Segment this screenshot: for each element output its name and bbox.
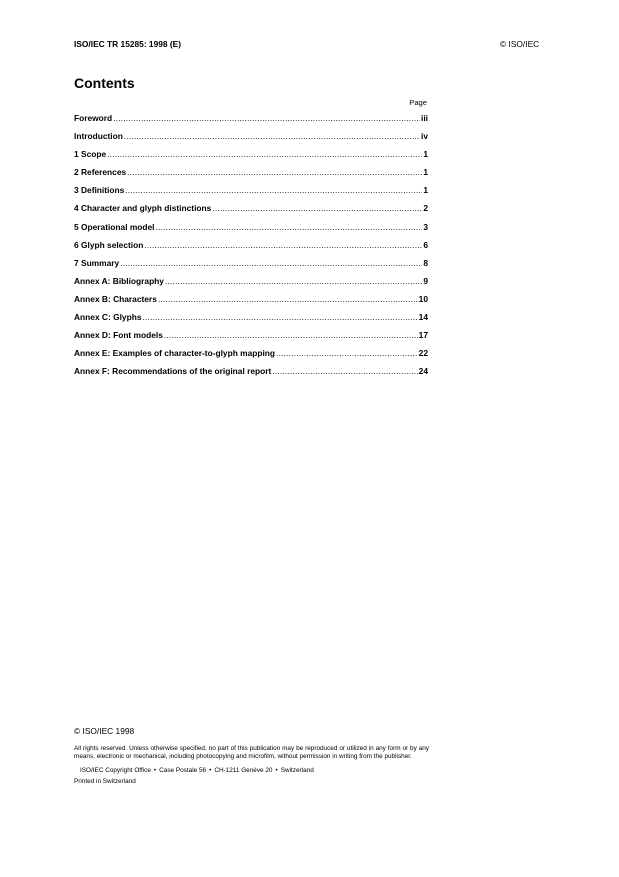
toc-entry-page: iv [421, 131, 428, 142]
toc-entry-annex-e[interactable] [74, 348, 428, 366]
toc-entry-operational-model[interactable] [74, 222, 428, 240]
toc-entry-foreword[interactable] [74, 113, 428, 131]
dot-leader [107, 149, 422, 159]
toc-entry-page: 1 [423, 167, 428, 178]
dot-leader [124, 131, 420, 141]
toc-entry-annex-c[interactable] [74, 312, 428, 330]
toc-entry-annex-d[interactable] [74, 330, 428, 348]
dot-leader [212, 203, 422, 213]
dot-leader [125, 185, 422, 195]
toc-entry-title: 1 Scope [74, 149, 107, 160]
toc-entry-scope[interactable] [74, 149, 428, 167]
dot-leader [127, 167, 422, 177]
office-name: ISO/IEC Copyright Office [80, 766, 151, 774]
toc-entry-page: 9 [423, 275, 428, 286]
office-city: CH-1211 Genève 20 [214, 766, 273, 774]
toc-entry-page: 1 [423, 185, 428, 196]
toc-entry-page: 14 [418, 312, 428, 323]
dot-leader [165, 276, 422, 286]
copyright-notice [74, 726, 429, 787]
toc-entry-annex-f[interactable] [74, 366, 428, 384]
dot-leader [144, 240, 422, 250]
toc-entry-character-glyph-distinctions[interactable] [74, 203, 428, 221]
toc-entry-page: 8 [423, 257, 428, 268]
toc-entry-title: Annex F: Recommendations of the original report [74, 366, 272, 377]
toc-entry-introduction[interactable] [74, 131, 428, 149]
header-copyright: © ISO/IEC [500, 39, 540, 49]
toc-entry-page: 2 [423, 203, 428, 214]
toc-entry-page: iii [421, 113, 428, 123]
toc-entry-title: Annex B: Characters [74, 293, 157, 304]
toc-entry-glyph-selection[interactable] [74, 240, 428, 258]
dot-leader [272, 366, 417, 376]
rights-statement: All rights reserved. Unless otherwise specified, no part of this publication may be reproduced or utilized in any form or by any means, electronic or mechanical, including photocopying and microfilm, without permission in writing from the publisher. [74, 745, 429, 761]
toc-entry-definitions[interactable] [74, 185, 428, 203]
dot-leader [164, 330, 418, 340]
toc-entry-title: Foreword [74, 113, 113, 123]
bullet-separator: • [153, 766, 157, 774]
toc-entry-title: Annex D: Font models [74, 330, 163, 341]
toc-entry-title: Annex C: Glyphs [74, 312, 142, 323]
toc-entry-title: 4 Character and glyph distinctions [74, 203, 212, 214]
toc-entry-title: 3 Definitions [74, 185, 125, 196]
document-id: ISO/IEC TR 15285: 1998 (E) [74, 39, 182, 49]
toc-entry-title: 6 Glyph selection [74, 239, 144, 250]
dot-leader [276, 348, 418, 358]
toc-entry-annex-a[interactable] [74, 276, 428, 294]
toc-entry-title: 7 Summary [74, 257, 120, 268]
toc-entry-title: Annex A: Bibliography [74, 275, 164, 286]
copyright-office-address [74, 767, 429, 775]
toc-entry-summary[interactable] [74, 258, 428, 276]
copyright-year: © ISO/IEC 1998 [74, 726, 135, 736]
page-column-label: Page [409, 98, 427, 107]
toc-entry-title: Introduction [74, 131, 123, 142]
toc-entry-title: Annex E: Examples of character-to-glyph mapping [74, 348, 276, 359]
dot-leader [113, 113, 420, 123]
toc-entry-references[interactable] [74, 167, 428, 185]
dot-leader [142, 312, 417, 322]
office-postal-box: Case Postale 56 [159, 766, 207, 774]
printed-in: Printed in Switzerland [74, 778, 136, 786]
toc-entry-page: 10 [418, 293, 428, 304]
bullet-separator: • [209, 766, 212, 774]
toc-entry-title: 5 Operational model [74, 221, 155, 232]
toc-entry-page: 24 [418, 366, 428, 377]
toc-entry-annex-b[interactable] [74, 294, 428, 312]
dot-leader [120, 258, 422, 268]
toc-entry-page: 1 [423, 149, 428, 160]
bullet-separator: • [275, 766, 278, 774]
contents-heading: Contents [74, 75, 135, 91]
table-of-contents [74, 113, 428, 384]
toc-entry-title: 2 References [74, 167, 127, 178]
dot-leader [158, 294, 418, 304]
toc-entry-page: 6 [423, 239, 428, 250]
toc-entry-page: 17 [418, 330, 428, 341]
office-country: Switzerland [280, 766, 314, 774]
toc-entry-page: 22 [418, 348, 428, 359]
toc-entry-page: 3 [423, 221, 428, 232]
dot-leader [156, 222, 423, 232]
